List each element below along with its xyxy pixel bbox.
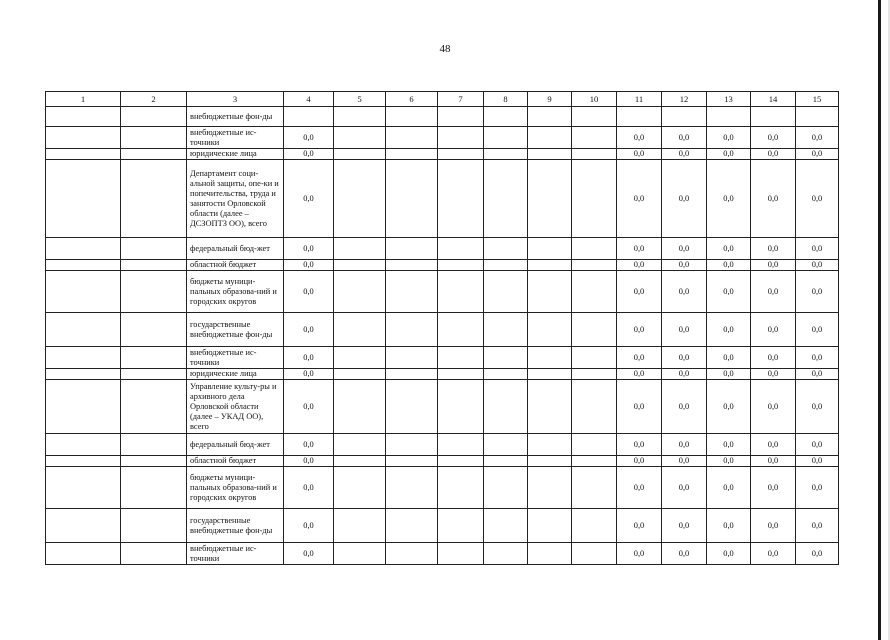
empty-cell: [121, 127, 187, 149]
value-cell-col-13: 0,0: [707, 380, 751, 434]
funding-source-label: федеральный бюд-жет: [187, 238, 284, 260]
value-cell-col-7: [438, 380, 484, 434]
empty-cell: [46, 369, 121, 380]
value-cell-col-8: [484, 380, 528, 434]
value-cell-col-13: 0,0: [707, 347, 751, 369]
value-cell-col-11: 0,0: [617, 543, 662, 565]
value-cell-col-5: [334, 434, 386, 456]
empty-cell: [121, 369, 187, 380]
value-cell-col-13: 0,0: [707, 127, 751, 149]
value-cell-col-11: 0,0: [617, 260, 662, 271]
value-cell-col-5: [334, 543, 386, 565]
value-cell-col-6: [386, 260, 438, 271]
value-cell-col-5: [334, 509, 386, 543]
value-cell-col-6: [386, 509, 438, 543]
funding-source-label: государственные внебюджетные фон-ды: [187, 313, 284, 347]
empty-cell: [46, 260, 121, 271]
empty-cell: [121, 149, 187, 160]
value-cell-col-11: 0,0: [617, 467, 662, 509]
value-cell-col-6: [386, 107, 438, 127]
value-cell-col-6: [386, 313, 438, 347]
value-cell-col-12: 0,0: [662, 456, 707, 467]
column-header-3: 3: [187, 92, 284, 107]
empty-cell: [46, 456, 121, 467]
value-cell-col-9: [528, 434, 572, 456]
column-header-9: 9: [528, 92, 572, 107]
value-cell-col-15: 0,0: [796, 434, 839, 456]
value-cell-col-10: [572, 260, 617, 271]
value-cell-col-12: 0,0: [662, 347, 707, 369]
table-row: [46, 260, 839, 271]
value-cell-col-7: [438, 271, 484, 313]
table-row: [46, 434, 839, 456]
value-cell-col-12: 0,0: [662, 127, 707, 149]
funding-source-label: внебюджетные фон-ды: [187, 107, 284, 127]
empty-cell: [121, 313, 187, 347]
funding-source-label: бюджеты муници-пальных образова-ний и городских округов: [187, 271, 284, 313]
value-cell-col-13: 0,0: [707, 160, 751, 238]
value-cell-col-15: 0,0: [796, 149, 839, 160]
value-cell-col-5: [334, 260, 386, 271]
value-cell-col-15: 0,0: [796, 347, 839, 369]
column-header-1: 1: [46, 92, 121, 107]
column-header-14: 14: [751, 92, 796, 107]
value-cell-col-13: 0,0: [707, 149, 751, 160]
empty-cell: [121, 543, 187, 565]
value-cell-col-4: 0,0: [284, 509, 334, 543]
value-cell-col-10: [572, 467, 617, 509]
value-cell-col-12: 0,0: [662, 260, 707, 271]
value-cell-col-14: 0,0: [751, 369, 796, 380]
empty-cell: [46, 127, 121, 149]
value-cell-col-5: [334, 467, 386, 509]
value-cell-col-7: [438, 467, 484, 509]
table-row: [46, 467, 839, 509]
page-number: 48: [439, 43, 451, 55]
value-cell-col-10: [572, 434, 617, 456]
funding-source-label: внебюджетные ис-точники: [187, 347, 284, 369]
value-cell-col-14: 0,0: [751, 509, 796, 543]
value-cell-col-11: 0,0: [617, 313, 662, 347]
value-cell-col-4: 0,0: [284, 456, 334, 467]
value-cell-col-15: 0,0: [796, 380, 839, 434]
empty-cell: [46, 434, 121, 456]
column-header-6: 6: [386, 92, 438, 107]
value-cell-col-13: 0,0: [707, 467, 751, 509]
column-header-13: 13: [707, 92, 751, 107]
value-cell-col-11: 0,0: [617, 456, 662, 467]
value-cell-col-7: [438, 107, 484, 127]
value-cell-col-4: 0,0: [284, 160, 334, 238]
value-cell-col-5: [334, 313, 386, 347]
value-cell-col-14: 0,0: [751, 149, 796, 160]
value-cell-col-14: 0,0: [751, 380, 796, 434]
value-cell-col-6: [386, 456, 438, 467]
value-cell-col-10: [572, 271, 617, 313]
column-header-15: 15: [796, 92, 839, 107]
value-cell-col-4: 0,0: [284, 149, 334, 160]
value-cell-col-12: 0,0: [662, 149, 707, 160]
value-cell-col-11: [617, 107, 662, 127]
value-cell-col-8: [484, 369, 528, 380]
empty-cell: [46, 160, 121, 238]
empty-cell: [46, 509, 121, 543]
value-cell-col-8: [484, 260, 528, 271]
value-cell-col-12: 0,0: [662, 434, 707, 456]
value-cell-col-5: [334, 149, 386, 160]
value-cell-col-6: [386, 149, 438, 160]
column-header-11: 11: [617, 92, 662, 107]
value-cell-col-10: [572, 543, 617, 565]
value-cell-col-13: 0,0: [707, 543, 751, 565]
funding-source-label: государственные внебюджетные фон-ды: [187, 509, 284, 543]
value-cell-col-5: [334, 127, 386, 149]
table-row: [46, 456, 839, 467]
value-cell-col-15: [796, 107, 839, 127]
value-cell-col-13: 0,0: [707, 271, 751, 313]
value-cell-col-12: [662, 107, 707, 127]
table-row: [46, 127, 839, 149]
value-cell-col-13: 0,0: [707, 509, 751, 543]
value-cell-col-15: 0,0: [796, 271, 839, 313]
table-row: [46, 107, 839, 127]
value-cell-col-4: 0,0: [284, 543, 334, 565]
value-cell-col-14: [751, 107, 796, 127]
table-row: [46, 347, 839, 369]
value-cell-col-9: [528, 380, 572, 434]
value-cell-col-12: 0,0: [662, 160, 707, 238]
value-cell-col-15: 0,0: [796, 313, 839, 347]
empty-cell: [46, 271, 121, 313]
value-cell-col-6: [386, 127, 438, 149]
value-cell-col-12: 0,0: [662, 543, 707, 565]
column-header-8: 8: [484, 92, 528, 107]
value-cell-col-11: 0,0: [617, 347, 662, 369]
value-cell-col-13: 0,0: [707, 434, 751, 456]
value-cell-col-4: 0,0: [284, 380, 334, 434]
value-cell-col-9: [528, 107, 572, 127]
value-cell-col-7: [438, 543, 484, 565]
value-cell-col-7: [438, 347, 484, 369]
value-cell-col-9: [528, 369, 572, 380]
value-cell-col-11: 0,0: [617, 380, 662, 434]
value-cell-col-7: [438, 369, 484, 380]
value-cell-col-7: [438, 456, 484, 467]
value-cell-col-15: 0,0: [796, 160, 839, 238]
value-cell-col-5: [334, 380, 386, 434]
empty-cell: [46, 313, 121, 347]
table-row: [46, 238, 839, 260]
table-row: [46, 313, 839, 347]
value-cell-col-8: [484, 107, 528, 127]
value-cell-col-5: [334, 456, 386, 467]
empty-cell: [46, 380, 121, 434]
value-cell-col-7: [438, 260, 484, 271]
value-cell-col-12: 0,0: [662, 509, 707, 543]
value-cell-col-9: [528, 260, 572, 271]
table-row: [46, 160, 839, 238]
value-cell-col-14: 0,0: [751, 127, 796, 149]
value-cell-col-8: [484, 434, 528, 456]
value-cell-col-9: [528, 238, 572, 260]
value-cell-col-6: [386, 347, 438, 369]
value-cell-col-12: 0,0: [662, 271, 707, 313]
value-cell-col-13: 0,0: [707, 369, 751, 380]
value-cell-col-14: 0,0: [751, 434, 796, 456]
value-cell-col-9: [528, 127, 572, 149]
value-cell-col-4: 0,0: [284, 260, 334, 271]
value-cell-col-9: [528, 543, 572, 565]
value-cell-col-6: [386, 238, 438, 260]
column-header-5: 5: [334, 92, 386, 107]
value-cell-col-7: [438, 160, 484, 238]
value-cell-col-4: 0,0: [284, 369, 334, 380]
value-cell-col-7: [438, 313, 484, 347]
value-cell-col-14: 0,0: [751, 238, 796, 260]
funding-source-label: бюджеты муници-пальных образова-ний и городских округов: [187, 467, 284, 509]
column-header-12: 12: [662, 92, 707, 107]
empty-cell: [121, 434, 187, 456]
value-cell-col-15: 0,0: [796, 369, 839, 380]
value-cell-col-8: [484, 127, 528, 149]
value-cell-col-6: [386, 380, 438, 434]
value-cell-col-11: 0,0: [617, 434, 662, 456]
empty-cell: [46, 107, 121, 127]
value-cell-col-8: [484, 160, 528, 238]
table-header-row: [46, 92, 839, 107]
value-cell-col-11: 0,0: [617, 127, 662, 149]
value-cell-col-9: [528, 509, 572, 543]
empty-cell: [121, 271, 187, 313]
value-cell-col-13: 0,0: [707, 313, 751, 347]
value-cell-col-14: 0,0: [751, 543, 796, 565]
table-row: [46, 149, 839, 160]
value-cell-col-10: [572, 313, 617, 347]
value-cell-col-11: 0,0: [617, 238, 662, 260]
value-cell-col-13: [707, 107, 751, 127]
value-cell-col-13: 0,0: [707, 456, 751, 467]
value-cell-col-4: 0,0: [284, 467, 334, 509]
value-cell-col-4: 0,0: [284, 238, 334, 260]
value-cell-col-5: [334, 160, 386, 238]
value-cell-col-4: 0,0: [284, 271, 334, 313]
funding-source-label: Департамент соци-альной защиты, опе-ки и попечительства, труда и занятости Орловской области (далее – ДСЗОПТЗ ОО), всего: [187, 160, 284, 238]
value-cell-col-11: 0,0: [617, 271, 662, 313]
value-cell-col-4: 0,0: [284, 434, 334, 456]
funding-source-label: федеральный бюд-жет: [187, 434, 284, 456]
empty-cell: [121, 467, 187, 509]
value-cell-col-14: 0,0: [751, 467, 796, 509]
value-cell-col-5: [334, 238, 386, 260]
value-cell-col-9: [528, 347, 572, 369]
value-cell-col-8: [484, 456, 528, 467]
value-cell-col-4: 0,0: [284, 313, 334, 347]
column-header-7: 7: [438, 92, 484, 107]
value-cell-col-8: [484, 149, 528, 160]
funding-source-label: внебюджетные ис-точники: [187, 127, 284, 149]
value-cell-col-14: 0,0: [751, 456, 796, 467]
value-cell-col-9: [528, 160, 572, 238]
value-cell-col-11: 0,0: [617, 149, 662, 160]
value-cell-col-6: [386, 467, 438, 509]
value-cell-col-6: [386, 543, 438, 565]
empty-cell: [121, 107, 187, 127]
value-cell-col-15: 0,0: [796, 238, 839, 260]
value-cell-col-14: 0,0: [751, 271, 796, 313]
empty-cell: [46, 149, 121, 160]
value-cell-col-6: [386, 271, 438, 313]
value-cell-col-12: 0,0: [662, 467, 707, 509]
empty-cell: [46, 347, 121, 369]
value-cell-col-10: [572, 380, 617, 434]
value-cell-col-15: 0,0: [796, 467, 839, 509]
value-cell-col-14: 0,0: [751, 260, 796, 271]
funding-source-label: областной бюджет: [187, 260, 284, 271]
value-cell-col-14: 0,0: [751, 347, 796, 369]
empty-cell: [46, 467, 121, 509]
value-cell-col-8: [484, 271, 528, 313]
value-cell-col-8: [484, 347, 528, 369]
funding-source-label: юридические лица: [187, 149, 284, 160]
value-cell-col-9: [528, 149, 572, 160]
empty-cell: [121, 456, 187, 467]
value-cell-col-9: [528, 313, 572, 347]
empty-cell: [121, 347, 187, 369]
value-cell-col-11: 0,0: [617, 369, 662, 380]
value-cell-col-10: [572, 369, 617, 380]
value-cell-col-10: [572, 107, 617, 127]
empty-cell: [121, 238, 187, 260]
table-row: [46, 543, 839, 565]
value-cell-col-5: [334, 369, 386, 380]
value-cell-col-10: [572, 160, 617, 238]
value-cell-col-15: 0,0: [796, 509, 839, 543]
value-cell-col-10: [572, 127, 617, 149]
value-cell-col-7: [438, 127, 484, 149]
value-cell-col-6: [386, 434, 438, 456]
funding-source-label: внебюджетные ис-точники: [187, 543, 284, 565]
value-cell-col-8: [484, 467, 528, 509]
value-cell-col-8: [484, 238, 528, 260]
value-cell-col-14: 0,0: [751, 160, 796, 238]
value-cell-col-11: 0,0: [617, 160, 662, 238]
column-header-10: 10: [572, 92, 617, 107]
value-cell-col-7: [438, 509, 484, 543]
column-header-4: 4: [284, 92, 334, 107]
value-cell-col-15: 0,0: [796, 127, 839, 149]
value-cell-col-12: 0,0: [662, 238, 707, 260]
value-cell-col-12: 0,0: [662, 313, 707, 347]
value-cell-col-11: 0,0: [617, 509, 662, 543]
empty-cell: [46, 238, 121, 260]
value-cell-col-7: [438, 434, 484, 456]
value-cell-col-10: [572, 509, 617, 543]
value-cell-col-14: 0,0: [751, 313, 796, 347]
column-header-2: 2: [121, 92, 187, 107]
value-cell-col-9: [528, 456, 572, 467]
empty-cell: [121, 380, 187, 434]
empty-cell: [121, 509, 187, 543]
value-cell-col-13: 0,0: [707, 260, 751, 271]
value-cell-col-9: [528, 271, 572, 313]
value-cell-col-13: 0,0: [707, 238, 751, 260]
value-cell-col-4: [284, 107, 334, 127]
empty-cell: [121, 160, 187, 238]
scan-edge-shadow: [878, 0, 881, 640]
value-cell-col-7: [438, 149, 484, 160]
value-cell-col-10: [572, 456, 617, 467]
value-cell-col-10: [572, 149, 617, 160]
value-cell-col-12: 0,0: [662, 369, 707, 380]
value-cell-col-5: [334, 347, 386, 369]
table-row: [46, 380, 839, 434]
value-cell-col-12: 0,0: [662, 380, 707, 434]
funding-source-label: юридические лица: [187, 369, 284, 380]
value-cell-col-5: [334, 107, 386, 127]
table-row: [46, 509, 839, 543]
value-cell-col-8: [484, 509, 528, 543]
empty-cell: [121, 260, 187, 271]
value-cell-col-10: [572, 238, 617, 260]
value-cell-col-8: [484, 313, 528, 347]
value-cell-col-4: 0,0: [284, 347, 334, 369]
empty-cell: [46, 543, 121, 565]
value-cell-col-15: 0,0: [796, 456, 839, 467]
value-cell-col-4: 0,0: [284, 127, 334, 149]
budget-table: [45, 91, 839, 565]
value-cell-col-15: 0,0: [796, 260, 839, 271]
value-cell-col-9: [528, 467, 572, 509]
value-cell-col-8: [484, 543, 528, 565]
funding-source-label: Управление культу-ры и архивного дела Орловской области (далее – УКАД ОО), всего: [187, 380, 284, 434]
value-cell-col-5: [334, 271, 386, 313]
value-cell-col-6: [386, 160, 438, 238]
value-cell-col-15: 0,0: [796, 543, 839, 565]
value-cell-col-7: [438, 238, 484, 260]
value-cell-col-6: [386, 369, 438, 380]
table-row: [46, 369, 839, 380]
table-row: [46, 271, 839, 313]
value-cell-col-10: [572, 347, 617, 369]
funding-source-label: областной бюджет: [187, 456, 284, 467]
